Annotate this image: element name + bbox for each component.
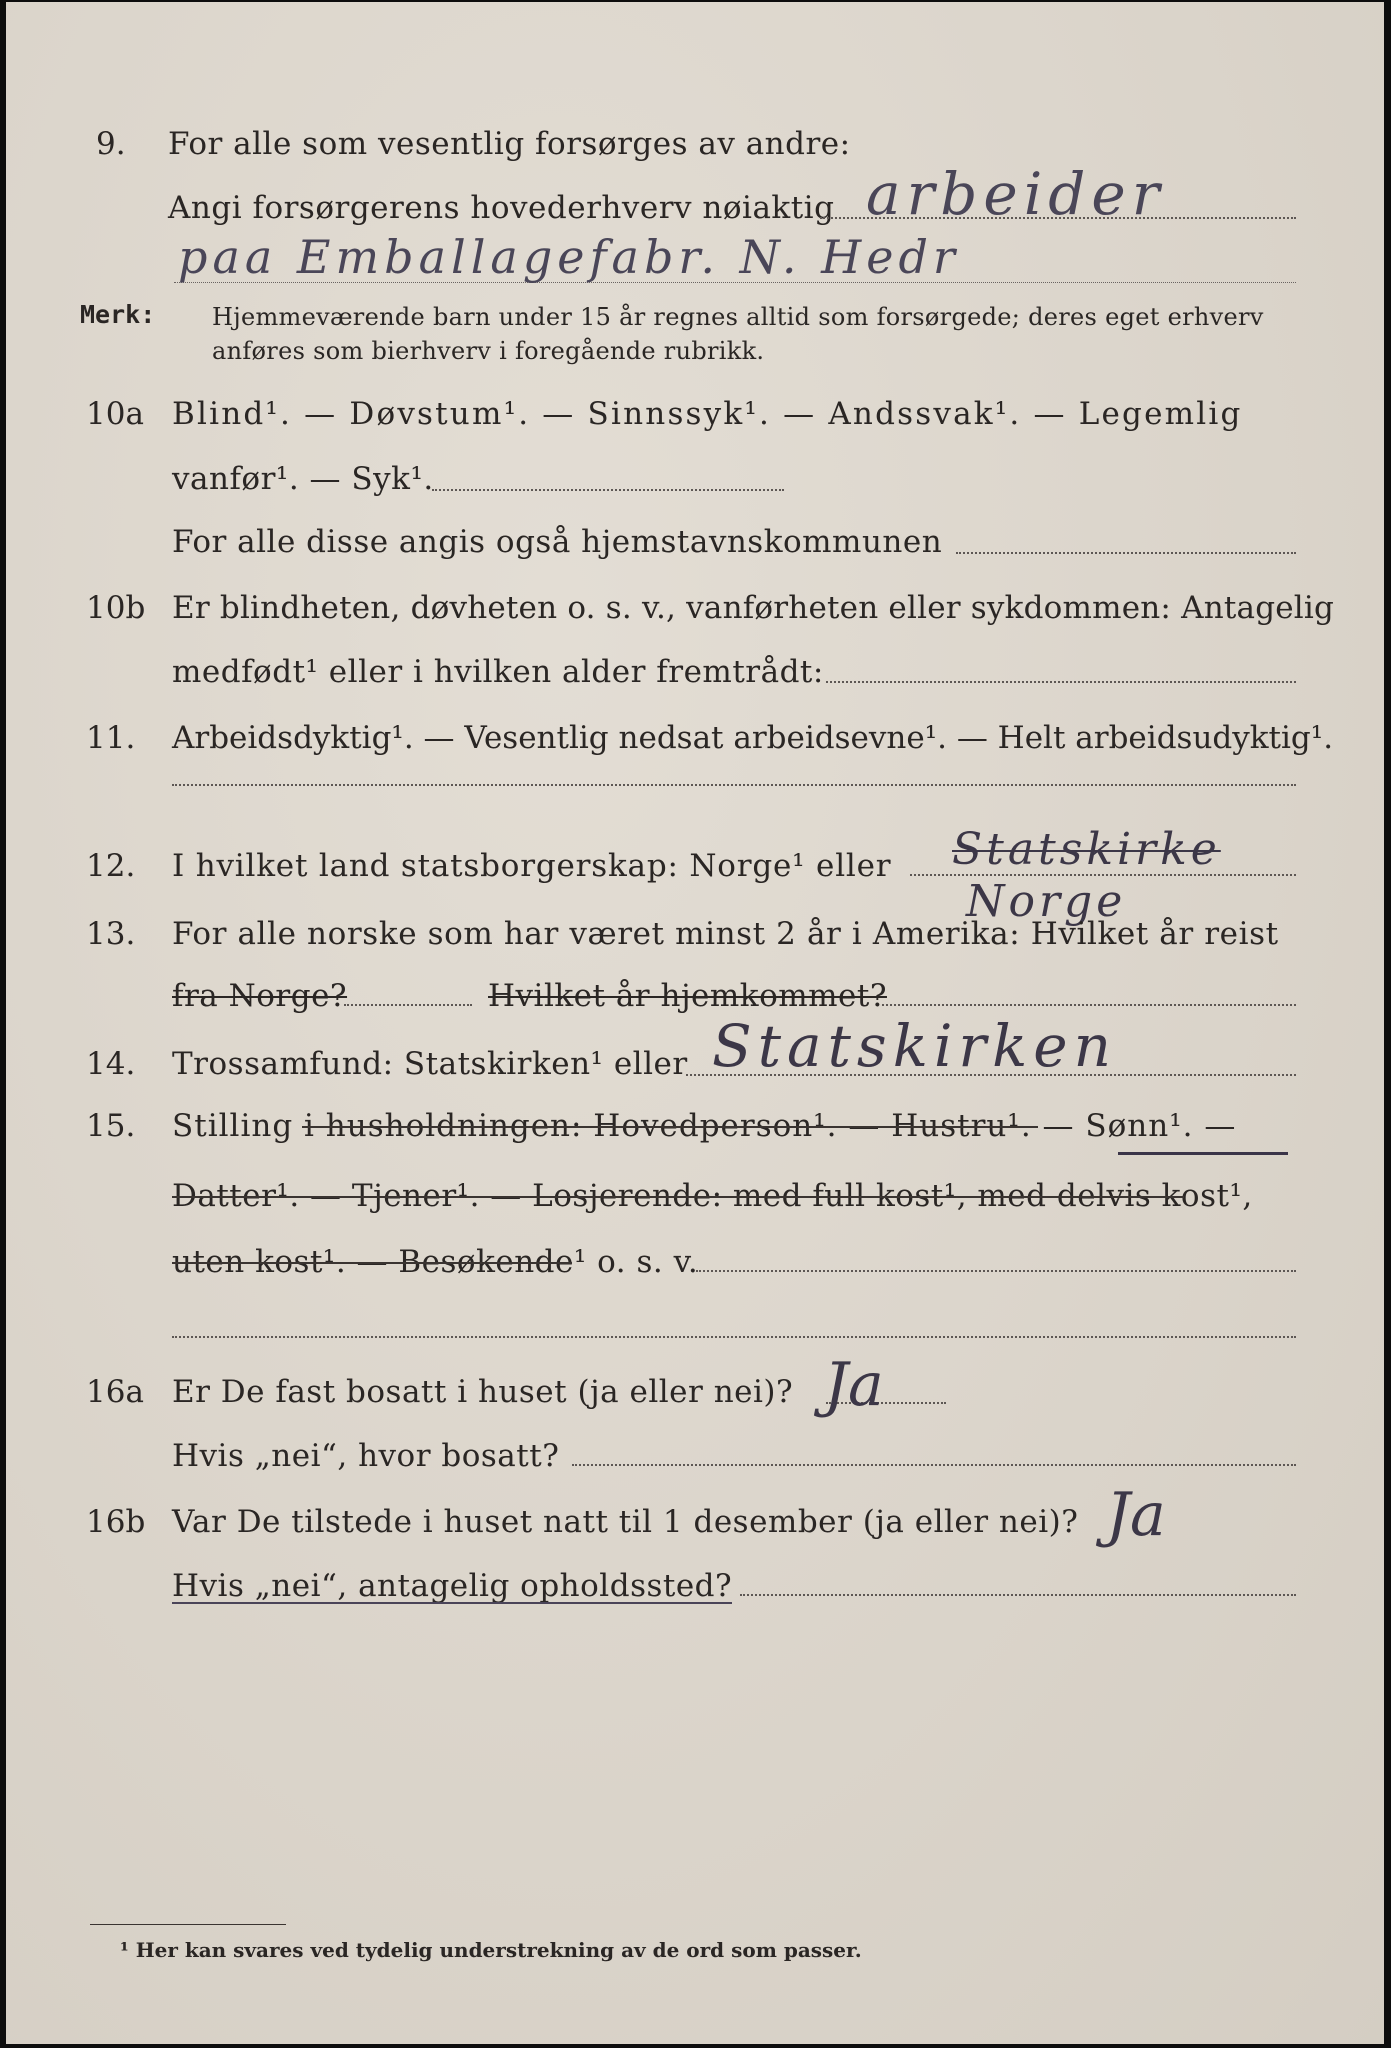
footnote-text: ¹ Her kan svares ved tydelig understrekning av de ord som passer.: [120, 1938, 862, 1962]
merk-line1: Hjemmeværende barn under 15 år regnes alltid som forsørgede; deres eget erhverv: [212, 303, 1264, 331]
q10a-line3: For alle disse angis også hjemstavnskommunen: [172, 524, 943, 560]
q12-handwritten-country: Norge: [966, 876, 1127, 927]
q16a-handwritten-answer: Ja: [824, 1350, 884, 1420]
q15-answer-line-2: [172, 1336, 1296, 1338]
q10b-line2: medfødt¹ eller i hvilken alder fremtrådt:: [172, 654, 824, 690]
q10a-number: 10a: [86, 396, 144, 432]
q16a-line2: Hvis „nei“, hvor bosatt?: [172, 1438, 560, 1474]
q12-text: I hvilket land statsborgerskap: Norge¹ eller: [172, 848, 892, 884]
q15-number: 15.: [86, 1108, 136, 1144]
q15-line3: uten kost¹. — Besøkende¹ o. s. v.: [172, 1244, 699, 1280]
q16b-line2: Hvis „nei“, antagelig opholdssted?: [172, 1568, 733, 1604]
q10a-line2: vanfør¹. — Syk¹.: [172, 461, 434, 497]
census-form-page: [6, 2, 1384, 2044]
q13-line1-text: For alle norske som har været minst 2 år i Amerika: Hvilket år reist: [172, 916, 1279, 952]
q15-son-underline: [1118, 1152, 1288, 1155]
q16a-residence-line: [572, 1464, 1296, 1466]
q15-line1: Stilling i husholdningen: Hovedperson¹. — Hustru¹. — Sønn¹. —: [172, 1108, 1237, 1144]
q13-emigrated-line: [344, 1004, 472, 1006]
q13-number: 13.: [86, 916, 136, 952]
q11-number: 11.: [86, 720, 136, 756]
q16b-number: 16b: [86, 1504, 146, 1540]
q13-line2a: fra Norge?: [172, 978, 348, 1014]
q10b-line1: Er blindheten, døvheten o. s. v., vanførheten eller sykdommen: Antagelig: [172, 590, 1335, 626]
q14-number: 14.: [86, 1046, 136, 1082]
footnote-rule: [90, 1924, 286, 1925]
q16b-handwritten-answer: Ja: [1106, 1480, 1166, 1550]
q14-handwritten-church: Statskirken: [712, 1012, 1117, 1080]
q13-line1: [172, 916, 1279, 952]
q9-handwritten-occupation: arbeider: [866, 160, 1166, 228]
q16b-line1: Var De tilstede i huset natt til 1 desember (ja eller nei)?: [172, 1504, 1079, 1540]
q16a-line1: Er De fast bosatt i huset (ja eller nei)?: [172, 1374, 794, 1410]
q12-struck-answer: Statskirke: [952, 824, 1221, 875]
q15-line2: Datter¹. — Tjener¹. — Losjerende: med full kost¹, med delvis kost¹,: [172, 1178, 1253, 1214]
q15-answer-line: [696, 1270, 1296, 1272]
q9-number: 9.: [96, 126, 126, 162]
q10a-municipality-line: [956, 552, 1296, 554]
q14-text: Trossamfund: Statskirken¹ eller: [172, 1046, 688, 1082]
q10b-answer-line: [826, 681, 1296, 683]
q15-line2-strike: [172, 1196, 1184, 1198]
q10b-number: 10b: [86, 590, 146, 626]
merk-line2: anføres som bierhverv i foregående rubrikk.: [212, 337, 765, 365]
q11-line1: Arbeidsdyktig¹. — Vesentlig nedsat arbeidsevne¹. — Helt arbeidsudyktig¹.: [172, 720, 1334, 756]
q10a-sick-line: [432, 489, 784, 491]
merk-label: Merk:: [80, 300, 156, 329]
q9-line1: For alle som vesentlig forsørges av andre:: [168, 126, 851, 162]
q9-line2: Angi forsørgerens hovederhverv nøiaktig: [168, 190, 835, 226]
q13-line2b: Hvilket år hjemkommet?: [488, 978, 887, 1014]
q16b-line2-underline: [172, 1602, 732, 1604]
q9-handwritten-workplace: paa Emballagefabr. N. Hedr: [178, 230, 960, 284]
q15-line3-strike: [172, 1262, 572, 1264]
q12-number: 12.: [86, 848, 136, 884]
q13-returned-line: [882, 1004, 1296, 1006]
q16b-location-line: [740, 1594, 1296, 1596]
q10a-line1: Blind¹. — Døvstum¹. — Sinnssyk¹. — Andssvak¹. — Legemlig: [172, 396, 1243, 432]
q16a-number: 16a: [86, 1374, 144, 1410]
q11-answer-line: [172, 784, 1296, 786]
q15-line1-strike: [302, 1126, 1038, 1128]
